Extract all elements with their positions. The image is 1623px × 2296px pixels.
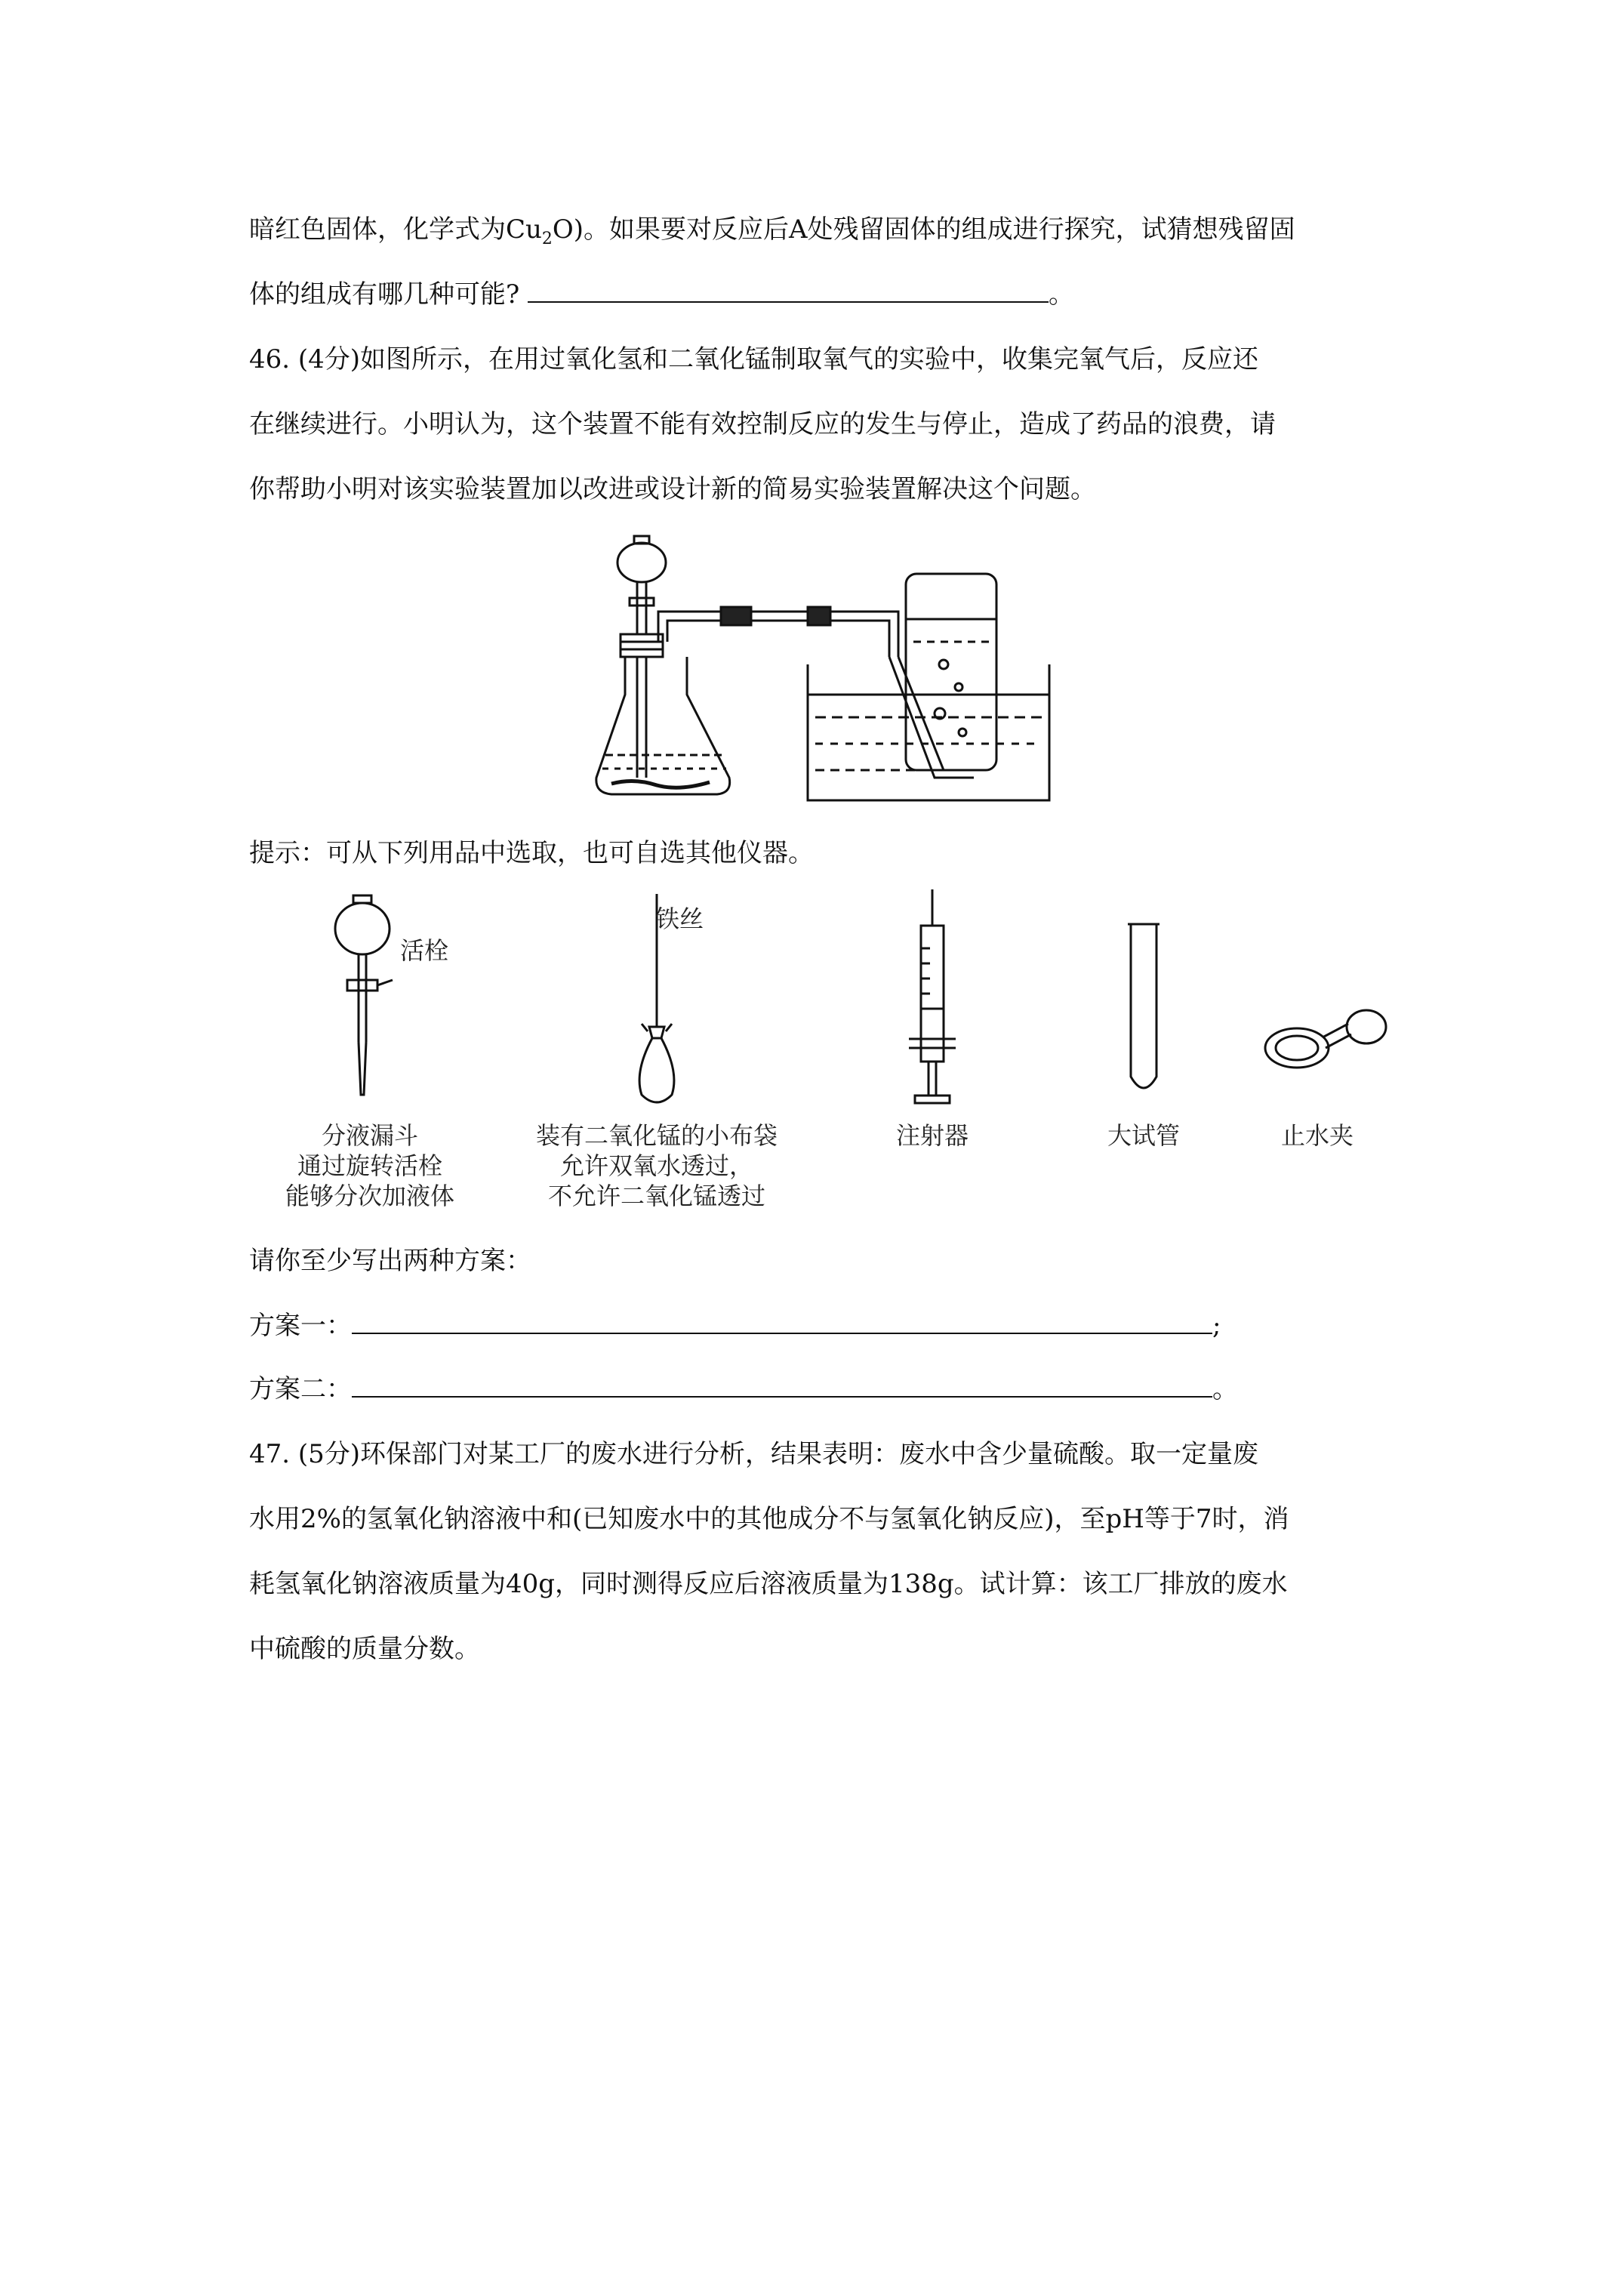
- caption-clip: 止水夹: [1280, 1121, 1354, 1150]
- caption-line: 分液漏斗: [321, 1121, 418, 1150]
- caption-funnel: [249, 1120, 491, 1211]
- q47-line-1: 47. (5分)环保部门对某工厂的废水进行分析，结果表明：废水中含少量硫酸。取一定量废: [249, 1439, 1259, 1469]
- plan-2-end: 。: [1212, 1374, 1238, 1404]
- q47-line-2: 水用2%的氢氧化钠溶液中和(已知废水中的其他成分不与氢氧化钠反应)，至pH等于7时，消: [249, 1504, 1289, 1534]
- q47-line-4: 中硫酸的质量分数。: [249, 1634, 480, 1664]
- hint-text: 提示：可从下列用品中选取，也可自选其他仪器。: [249, 838, 814, 868]
- plan-1-line: [249, 1309, 1397, 1342]
- plan-1-blank[interactable]: [352, 1328, 1212, 1334]
- q45-line-2: [249, 278, 1397, 311]
- caption-line: 通过旋转活栓: [297, 1151, 442, 1180]
- q46-line-2: 在继续进行。小明认为，这个装置不能有效控制反应的发生与停止，造成了药品的浪费，请: [249, 409, 1276, 439]
- plan-2-blank[interactable]: [352, 1391, 1212, 1398]
- caption-line: 不允许二氧化锰透过: [547, 1182, 765, 1210]
- caption-test-tube: 大试管: [1107, 1121, 1180, 1150]
- caption-bag: [513, 1120, 800, 1211]
- plans-prompt: 请你至少写出两种方案：: [249, 1246, 531, 1276]
- syringe-icon: [898, 888, 966, 1114]
- plan-2-label: 方案二：: [249, 1374, 352, 1404]
- caption-line: 允许双氧水透过，: [559, 1151, 753, 1180]
- apparatus-figure: [589, 529, 1057, 815]
- plan-2-line: [249, 1373, 1397, 1406]
- caption-line: 装有二氧化锰的小布袋: [535, 1121, 778, 1150]
- q45-end-mark: 。: [1049, 279, 1075, 310]
- q46-line-3: 你帮助小明对该实验装置加以改进或设计新的简易实验装置解决这个问题。: [249, 474, 1096, 504]
- q45-text-1b: O)。如果要对反应后A处残留固体的组成进行探究，试猜想残留固: [552, 214, 1295, 245]
- q45-line-1: [249, 213, 1397, 256]
- plan-1-label: 方案一：: [249, 1311, 352, 1341]
- test-tube-icon: [1117, 921, 1170, 1102]
- q45-text-2: 体的组成有哪几种可能?: [249, 279, 520, 310]
- q45-text-1a: 暗红色固体，化学式为Cu: [249, 214, 542, 245]
- q47-line-3: 耗氢氧化钠溶液质量为40g，同时测得反应后溶液质量为138g。试计算：该工厂排放的废水: [249, 1569, 1288, 1599]
- answer-blank[interactable]: [528, 297, 1049, 303]
- separatory-funnel-icon: [317, 891, 408, 1117]
- caption-syringe: 注射器: [895, 1121, 969, 1150]
- stopcock-label: 活栓: [400, 936, 449, 965]
- iron-wire-label: 铁丝: [655, 905, 704, 933]
- subscript-2: 2: [541, 229, 553, 248]
- caption-line: 能够分次加液体: [285, 1182, 454, 1210]
- q46-line-1: 46. (4分)如图所示，在用过氧化氢和二氧化锰制取氧气的实验中，收集完氧气后，反应还: [249, 344, 1259, 374]
- plan-1-end: ;: [1212, 1311, 1221, 1341]
- water-clip-icon: [1253, 982, 1397, 1087]
